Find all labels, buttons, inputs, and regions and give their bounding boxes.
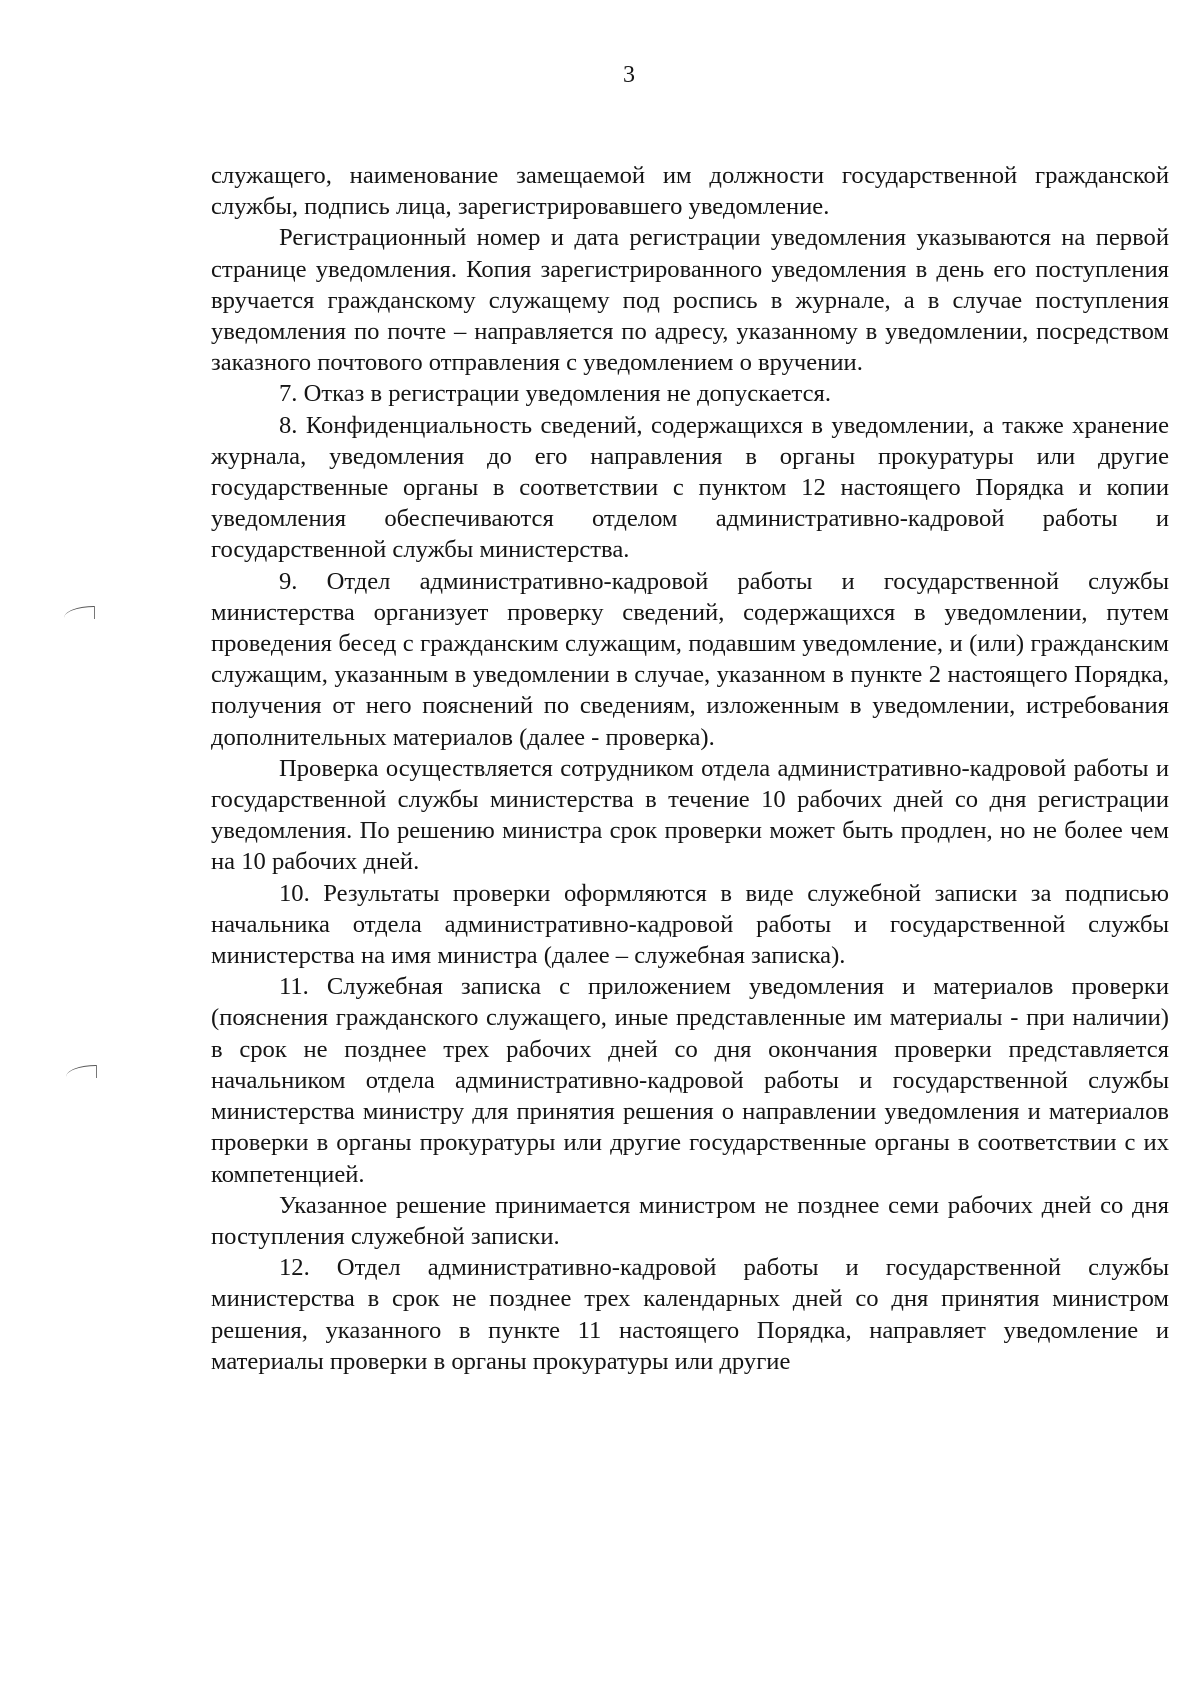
margin-scan-mark xyxy=(64,606,95,619)
paragraph-registration: Регистрационный номер и дата регистрации уведомления указываются на первой странице уведомления. Копия зарегистрированного уведомления в день его поступления вручается гражданскому служащему под роспись в журнале, а в случае поступления уведомления по почте – направляется по адресу, указанному в уведомлении, посредством заказного почтового отправления с уведомлением о вручении. xyxy=(211,224,1169,377)
paragraph-7: 7. Отказ в регистрации уведомления не допускается. xyxy=(279,380,831,408)
page-number: 3 xyxy=(623,62,635,88)
paragraph-8: 8. Конфиденциальность сведений, содержащихся в уведомлении, а также хранение журнала, уведомления до его направления в органы прокуратуры или другие государственные органы в соответствии с пунктом 12 настоящего Порядка и копии уведомления обеспечиваются отделом административно-кадровой работы и государственной службы министерства. xyxy=(211,411,1169,564)
document-body xyxy=(211,160,1169,1377)
paragraph-decision: Указанное решение принимается министром не позднее семи рабочих дней со дня поступления служебной записки. xyxy=(211,1191,1169,1250)
paragraph-continuation: служащего, наименование замещаемой им должности государственной гражданской службы, подпись лица, зарегистрировавшего уведомление. xyxy=(211,162,1169,221)
paragraph-9: 9. Отдел административно-кадровой работы и государственной службы министерства организует проверку сведений, содержащихся в уведомлении, путем проведения бесед с гражданским служащим, подавшим уведомление, и (или) гражданским служащим, указанным в уведомлении в случае, указанном в пункте 2 настоящего Порядка, получения от него пояснений по сведениям, изложенным в уведомлении, истребования дополнительных материалов (далее - проверка). xyxy=(211,567,1169,751)
paragraph-11: 11. Служебная записка с приложением уведомления и материалов проверки (пояснения гражданского служащего, иные представленные им материалы - при наличии) в срок не позднее трех рабочих дней со дня окончания проверки представляется начальником отдела административно-кадровой работы и государственной службы министерства министру для принятия решения о направлении уведомления и материалов проверки в органы прокуратуры или другие государственные органы в соответствии с их компетенцией. xyxy=(211,973,1169,1188)
margin-scan-mark xyxy=(66,1065,97,1078)
paragraph-12: 12. Отдел административно-кадровой работы и государственной службы министерства в срок не позднее трех календарных дней со дня принятия министром решения, указанного в пункте 11 настоящего Порядка, направляет уведомление и материалы проверки в органы прокуратуры или другие xyxy=(211,1254,1169,1375)
paragraph-10: 10. Результаты проверки оформляются в виде служебной записки за подписью начальника отдела административно-кадровой работы и государственной службы министерства на имя министра (далее – служебная записка). xyxy=(211,879,1169,970)
paragraph-check: Проверка осуществляется сотрудником отдела административно-кадровой работы и государственной службы министерства в течение 10 рабочих дней со дня регистрации уведомления. По решению министра срок проверки может быть продлен, но не более чем на 10 рабочих дней. xyxy=(211,754,1169,876)
